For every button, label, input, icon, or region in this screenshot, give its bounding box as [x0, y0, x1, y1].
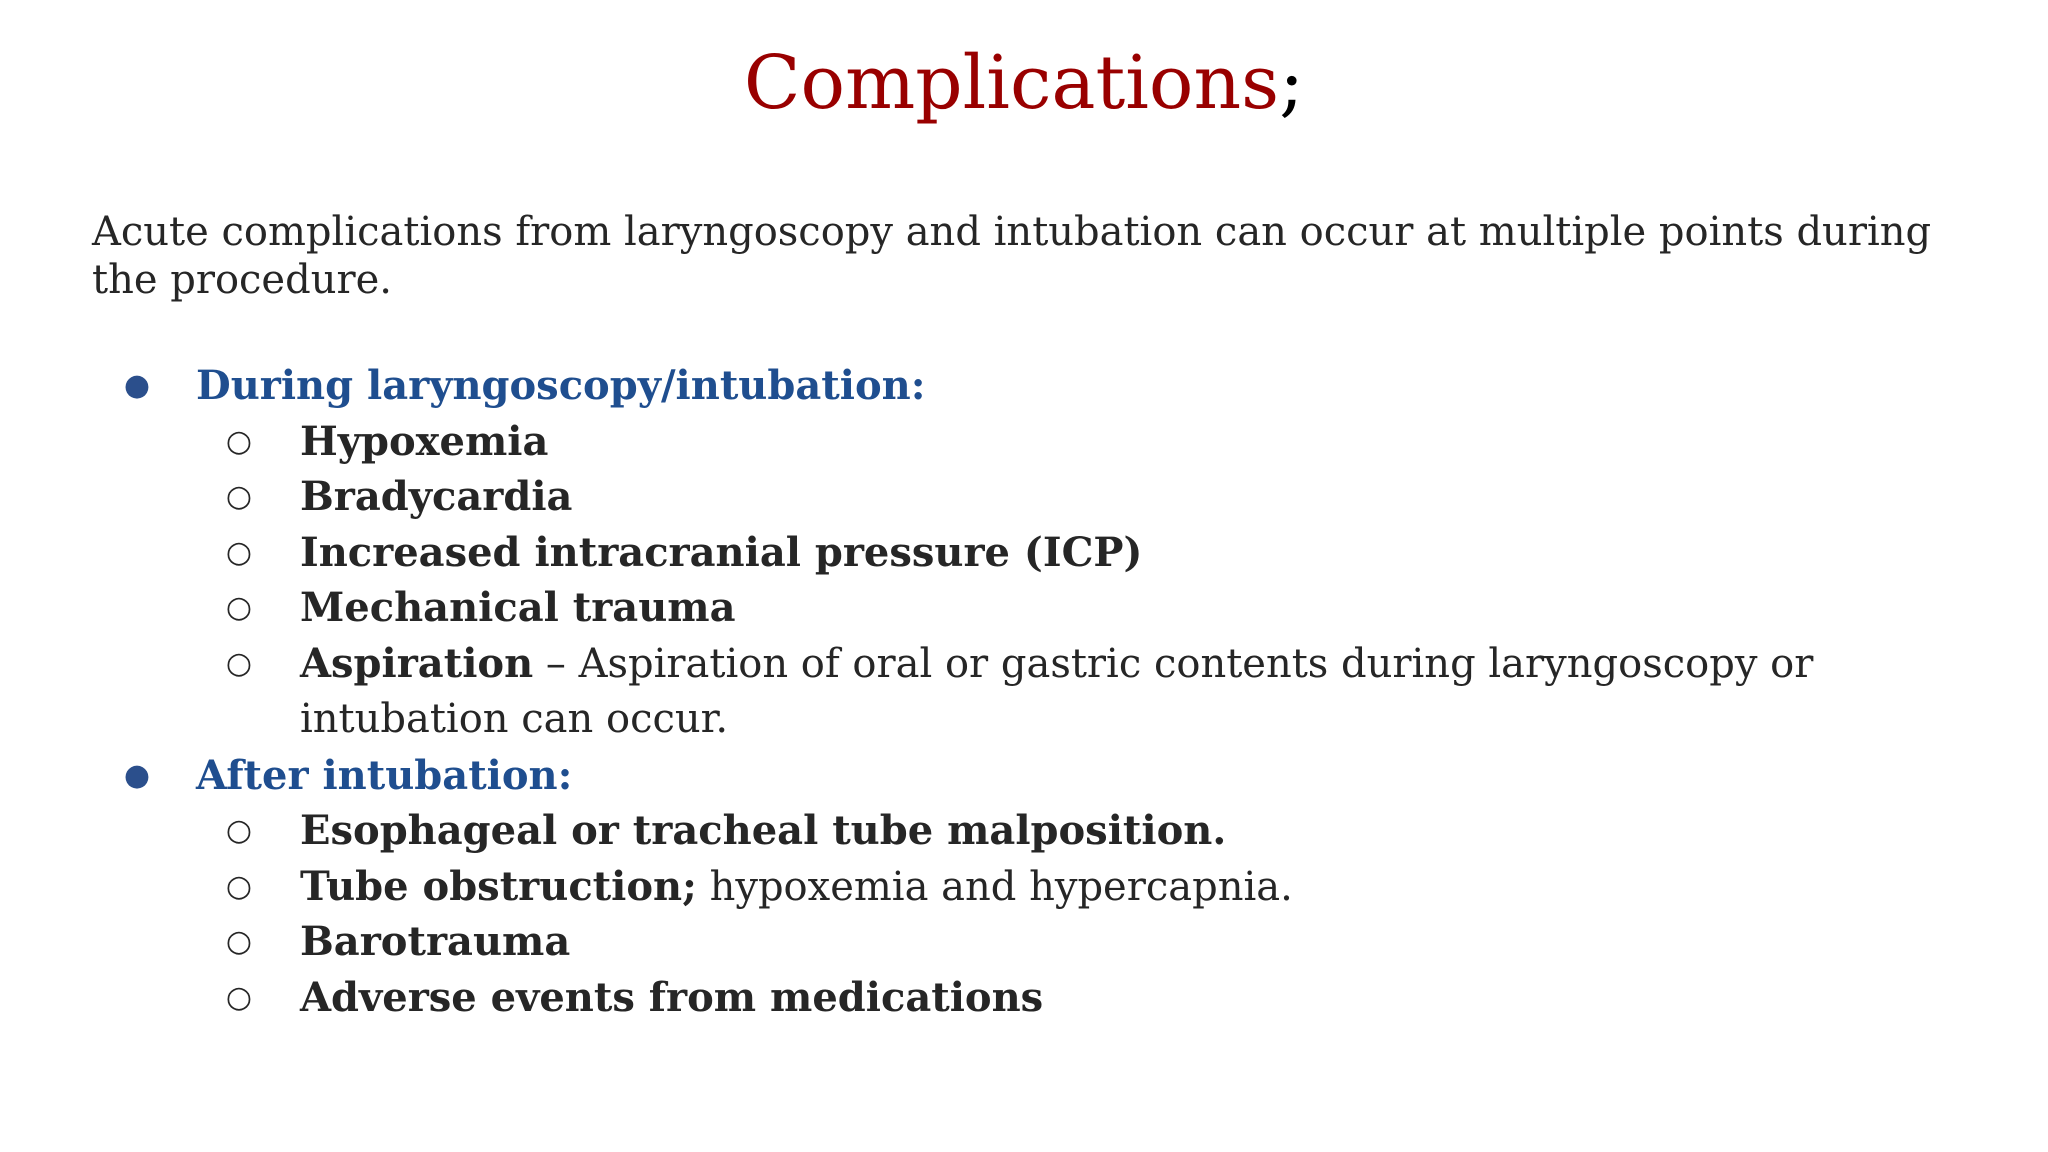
list-item — [0, 469, 2048, 525]
intro-paragraph: Acute complications from laryngoscopy and intubation can occur at multiple points during the procedure. — [92, 209, 1932, 303]
list-item — [0, 525, 2048, 581]
list-item — [0, 970, 2048, 1026]
hollow-bullet-icon: ○ — [225, 423, 253, 459]
filled-bullet-icon: ● — [123, 368, 151, 403]
item-label: Tube obstruction; — [300, 862, 697, 910]
hollow-bullet-icon: ○ — [225, 534, 253, 570]
item-label: Mechanical trauma — [300, 584, 736, 631]
section-heading-text: During laryngoscopy/intubation: — [196, 362, 926, 409]
item-description: – Aspiration of oral or gastric contents during laryngoscopy or intubation can occur. — [300, 640, 1814, 742]
list-item — [0, 414, 2048, 470]
hollow-bullet-icon: ○ — [225, 924, 253, 959]
hollow-bullet-icon: ○ — [225, 979, 253, 1015]
item-label: Adverse events from medications — [300, 973, 1044, 1021]
title-semicolon: ; — [1279, 40, 1305, 126]
list-item — [0, 803, 2048, 859]
hollow-bullet-icon: ○ — [225, 645, 253, 681]
section-heading-during — [0, 358, 2048, 414]
hollow-bullet-icon: ○ — [225, 479, 253, 514]
list-item — [0, 580, 2048, 636]
section-heading-text: After intubation: — [196, 751, 573, 799]
item-label: Increased intracranial pressure (ICP) — [300, 528, 1143, 576]
item-label: Barotrauma — [300, 918, 571, 965]
hollow-bullet-icon: ○ — [225, 813, 253, 848]
complications-list — [0, 358, 2048, 1025]
filled-bullet-icon: ● — [123, 757, 151, 793]
list-item — [0, 859, 2048, 915]
hollow-bullet-icon: ○ — [225, 868, 253, 904]
item-label: Bradycardia — [300, 473, 573, 520]
list-item — [0, 636, 2048, 748]
title-text: Complications — [743, 40, 1280, 126]
hollow-bullet-icon: ○ — [225, 590, 253, 625]
slide-title — [0, 38, 2048, 128]
section-heading-after — [0, 748, 2048, 804]
item-label: Hypoxemia — [300, 417, 549, 465]
item-description: hypoxemia and hypercapnia. — [696, 863, 1293, 910]
item-label: Aspiration — [300, 639, 534, 687]
item-label: Esophageal or tracheal tube malposition. — [300, 807, 1227, 854]
list-item — [0, 914, 2048, 970]
